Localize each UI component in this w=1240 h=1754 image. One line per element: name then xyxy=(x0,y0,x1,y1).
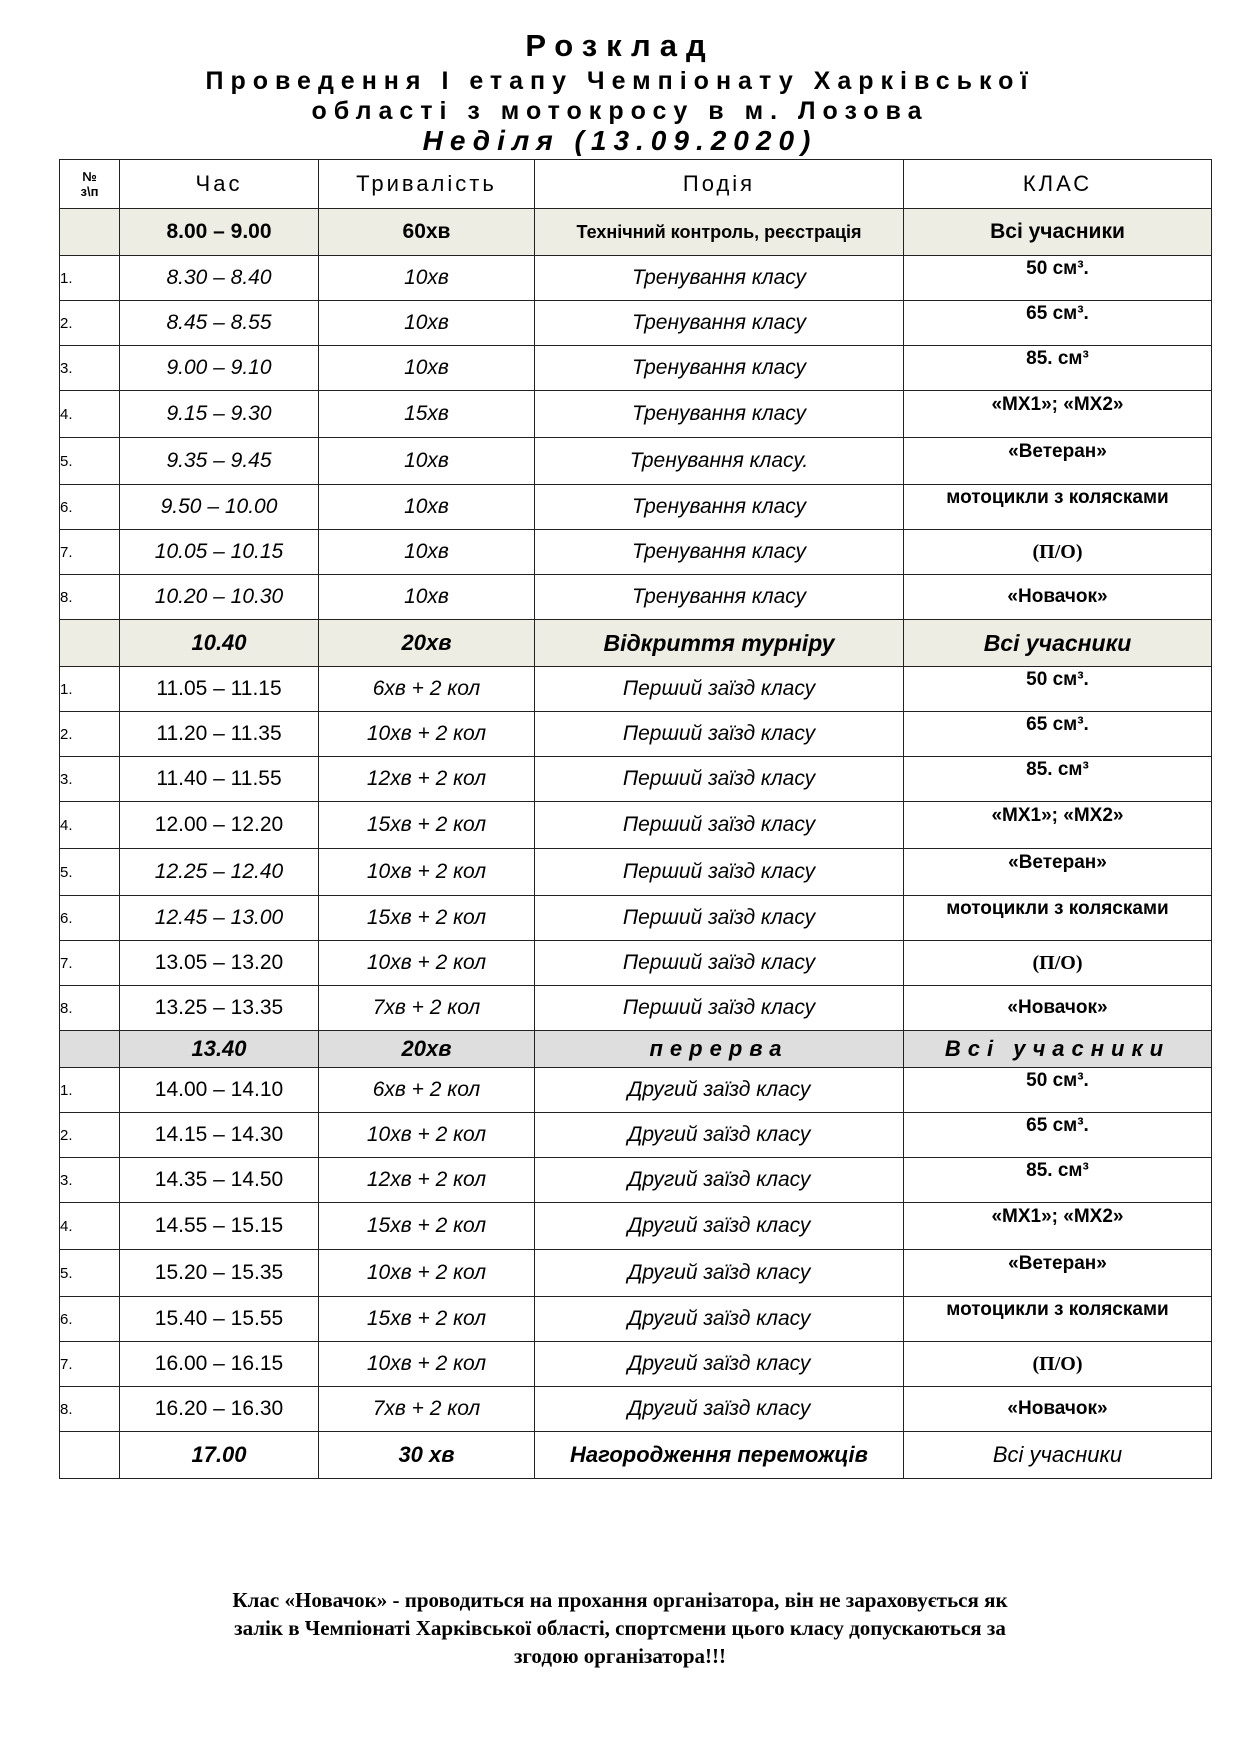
row-class-label: 65 см³. xyxy=(1026,303,1089,324)
row-number: 6. xyxy=(60,1297,120,1342)
row-class-label: «Новачок» xyxy=(1007,997,1108,1018)
row-duration: 10хв + 2 кол xyxy=(319,712,535,757)
row-class-label: мотоцикли з колясками xyxy=(946,487,1169,508)
row-class xyxy=(904,391,1212,438)
table-row xyxy=(60,1158,1212,1203)
row-number: 5. xyxy=(60,1250,120,1297)
row-time: 16.00 – 16.15 xyxy=(120,1342,319,1387)
row-time: 10.20 – 10.30 xyxy=(120,575,319,620)
row-duration: 10хв xyxy=(319,530,535,575)
footer-line3: згодою організатора!!! xyxy=(513,1644,726,1668)
row-class xyxy=(904,485,1212,530)
row-class xyxy=(904,941,1212,986)
table-row xyxy=(60,485,1212,530)
row-number: 4. xyxy=(60,391,120,438)
row-class xyxy=(904,1250,1212,1297)
section-event: Нагородження переможців xyxy=(535,1432,904,1479)
row-class-label: «Новачок» xyxy=(1007,586,1108,607)
row-class xyxy=(904,849,1212,896)
section-class: Всі учасники xyxy=(904,1432,1212,1479)
row-time: 11.05 – 11.15 xyxy=(120,667,319,712)
page-title: Розклад xyxy=(525,28,715,63)
row-time: 14.15 – 14.30 xyxy=(120,1113,319,1158)
table-row xyxy=(60,1250,1212,1297)
row-duration: 15хв + 2 кол xyxy=(319,1297,535,1342)
row-time: 13.25 – 13.35 xyxy=(120,986,319,1031)
row-time: 15.20 – 15.35 xyxy=(120,1250,319,1297)
row-event: Другий заїзд класу xyxy=(535,1342,904,1387)
row-class xyxy=(904,986,1212,1031)
column-header-time: Час xyxy=(120,160,319,209)
row-event: Перший заїзд класу xyxy=(535,986,904,1031)
table-row xyxy=(60,667,1212,712)
row-duration: 15хв + 2 кол xyxy=(319,896,535,941)
row-duration: 15хв + 2 кол xyxy=(319,802,535,849)
row-class xyxy=(904,802,1212,849)
section-event: перерва xyxy=(535,1031,904,1068)
column-header-duration: Тривалість xyxy=(319,160,535,209)
row-class xyxy=(904,1158,1212,1203)
row-time: 12.25 – 12.40 xyxy=(120,849,319,896)
event-date: Неділя (13.09.2020) xyxy=(422,125,818,156)
row-class-label: (П/О) xyxy=(1032,1352,1083,1375)
row-number: 5. xyxy=(60,438,120,485)
section-number-cell xyxy=(60,209,120,256)
row-time: 9.35 – 9.45 xyxy=(120,438,319,485)
row-class xyxy=(904,896,1212,941)
row-class-label: «Ветеран» xyxy=(1008,852,1107,873)
table-row xyxy=(60,757,1212,802)
row-class-label: «МХ1»; «МХ2» xyxy=(991,805,1124,826)
row-class xyxy=(904,301,1212,346)
table-row xyxy=(60,391,1212,438)
row-duration: 10хв + 2 кол xyxy=(319,849,535,896)
section-time: 17.00 xyxy=(120,1432,319,1479)
row-class xyxy=(904,346,1212,391)
table-row xyxy=(60,1203,1212,1250)
row-duration: 12хв + 2 кол xyxy=(319,1158,535,1203)
row-number: 6. xyxy=(60,485,120,530)
row-number: 2. xyxy=(60,301,120,346)
column-header-class: КЛАС xyxy=(904,160,1212,209)
row-time: 8.45 – 8.55 xyxy=(120,301,319,346)
row-number: 3. xyxy=(60,1158,120,1203)
table-row xyxy=(60,849,1212,896)
row-duration: 6хв + 2 кол xyxy=(319,1068,535,1113)
row-duration: 10хв xyxy=(319,256,535,301)
row-class-label: мотоцикли з колясками xyxy=(946,898,1169,919)
table-row xyxy=(60,301,1212,346)
row-number: 7. xyxy=(60,1342,120,1387)
row-event: Перший заїзд класу xyxy=(535,712,904,757)
column-header-number: № з\п xyxy=(60,160,120,209)
row-time: 10.05 – 10.15 xyxy=(120,530,319,575)
table-row xyxy=(60,941,1212,986)
table-row xyxy=(60,530,1212,575)
row-event: Тренування класу xyxy=(535,530,904,575)
row-duration: 6хв + 2 кол xyxy=(319,667,535,712)
row-time: 14.00 – 14.10 xyxy=(120,1068,319,1113)
section-number-cell xyxy=(60,1031,120,1068)
column-header-event: Подія xyxy=(535,160,904,209)
row-event: Тренування класу xyxy=(535,301,904,346)
section-time: 8.00 – 9.00 xyxy=(120,209,319,256)
row-class-label: «МХ1»; «МХ2» xyxy=(991,1206,1124,1227)
row-event: Перший заїзд класу xyxy=(535,941,904,986)
row-class-label: 85. см³ xyxy=(1026,759,1089,780)
row-time: 12.00 – 12.20 xyxy=(120,802,319,849)
row-duration: 10хв + 2 кол xyxy=(319,1250,535,1297)
row-duration: 7хв + 2 кол xyxy=(319,986,535,1031)
row-time: 13.05 – 13.20 xyxy=(120,941,319,986)
section-class: Всі учасники xyxy=(904,209,1212,256)
row-time: 9.50 – 10.00 xyxy=(120,485,319,530)
row-duration: 15хв + 2 кол xyxy=(319,1203,535,1250)
row-event: Другий заїзд класу xyxy=(535,1113,904,1158)
row-time: 11.20 – 11.35 xyxy=(120,712,319,757)
row-class xyxy=(904,1297,1212,1342)
row-time: 8.30 – 8.40 xyxy=(120,256,319,301)
row-duration: 10хв xyxy=(319,575,535,620)
table-row xyxy=(60,1297,1212,1342)
table-row xyxy=(60,256,1212,301)
row-event: Тренування класу xyxy=(535,346,904,391)
row-number: 4. xyxy=(60,1203,120,1250)
row-duration: 15хв xyxy=(319,391,535,438)
row-duration: 10хв xyxy=(319,301,535,346)
section-duration: 20хв xyxy=(319,620,535,667)
row-event: Перший заїзд класу xyxy=(535,757,904,802)
section-number-cell xyxy=(60,1432,120,1479)
row-class-label: 85. см³ xyxy=(1026,1160,1089,1181)
row-class xyxy=(904,575,1212,620)
row-duration: 10хв + 2 кол xyxy=(319,1342,535,1387)
row-duration: 7хв + 2 кол xyxy=(319,1387,535,1432)
row-class-label: (П/О) xyxy=(1032,951,1083,974)
table-row xyxy=(60,712,1212,757)
row-number: 5. xyxy=(60,849,120,896)
row-event: Другий заїзд класу xyxy=(535,1158,904,1203)
row-class-label: (П/О) xyxy=(1032,540,1083,563)
row-class-label: 65 см³. xyxy=(1026,1115,1089,1136)
row-time: 14.55 – 15.15 xyxy=(120,1203,319,1250)
section-row-opening xyxy=(60,620,1212,667)
row-event: Перший заїзд класу xyxy=(535,896,904,941)
row-class xyxy=(904,757,1212,802)
row-number: 8. xyxy=(60,1387,120,1432)
row-number: 8. xyxy=(60,575,120,620)
row-duration: 10хв xyxy=(319,438,535,485)
row-number: 7. xyxy=(60,941,120,986)
row-class-label: «Ветеран» xyxy=(1008,1253,1107,1274)
row-time: 12.45 – 13.00 xyxy=(120,896,319,941)
section-duration: 30 хв xyxy=(319,1432,535,1479)
row-event: Тренування класу xyxy=(535,256,904,301)
row-time: 9.15 – 9.30 xyxy=(120,391,319,438)
row-event: Тренування класу xyxy=(535,575,904,620)
row-time: 16.20 – 16.30 xyxy=(120,1387,319,1432)
row-class xyxy=(904,1387,1212,1432)
row-event: Тренування класу. xyxy=(535,438,904,485)
table-row xyxy=(60,896,1212,941)
footer-note xyxy=(0,1586,1240,1670)
row-class xyxy=(904,1113,1212,1158)
table-row xyxy=(60,1342,1212,1387)
row-class xyxy=(904,667,1212,712)
section-duration: 60хв xyxy=(319,209,535,256)
row-class-label: мотоцикли з колясками xyxy=(946,1299,1169,1320)
footer-line2: залік в Чемпіонаті Харківської області, спортсмени цього класу допускаються за xyxy=(234,1616,1006,1640)
row-number: 1. xyxy=(60,667,120,712)
row-duration: 10хв xyxy=(319,485,535,530)
row-number: 6. xyxy=(60,896,120,941)
section-class: Всі учасники xyxy=(904,1031,1212,1068)
row-event: Другий заїзд класу xyxy=(535,1250,904,1297)
row-event: Перший заїзд класу xyxy=(535,802,904,849)
row-duration: 10хв xyxy=(319,346,535,391)
row-event: Другий заїзд класу xyxy=(535,1068,904,1113)
row-time: 14.35 – 14.50 xyxy=(120,1158,319,1203)
row-duration: 12хв + 2 кол xyxy=(319,757,535,802)
row-class-label: «МХ1»; «МХ2» xyxy=(991,394,1124,415)
section-event: Відкриття турніру xyxy=(535,620,904,667)
table-row xyxy=(60,346,1212,391)
table-header-row xyxy=(60,160,1212,209)
row-number: 2. xyxy=(60,1113,120,1158)
row-class-label: 65 см³. xyxy=(1026,714,1089,735)
page-subtitle-line1: Проведення І етапу Чемпіонату Харківської xyxy=(205,67,1035,95)
section-number-cell xyxy=(60,620,120,667)
table-row xyxy=(60,802,1212,849)
section-time: 13.40 xyxy=(120,1031,319,1068)
row-number: 2. xyxy=(60,712,120,757)
section-class: Всі учасники xyxy=(904,620,1212,667)
row-class xyxy=(904,256,1212,301)
row-duration: 10хв + 2 кол xyxy=(319,1113,535,1158)
row-class xyxy=(904,712,1212,757)
page-subtitle-line2: області з мотокросу в м. Лозова xyxy=(311,97,929,125)
table-row xyxy=(60,438,1212,485)
section-duration: 20хв xyxy=(319,1031,535,1068)
row-time: 11.40 – 11.55 xyxy=(120,757,319,802)
row-class-label: 50 см³. xyxy=(1026,1070,1089,1091)
table-row xyxy=(60,1068,1212,1113)
row-event: Перший заїзд класу xyxy=(535,667,904,712)
section-row-registration xyxy=(60,209,1212,256)
table-row xyxy=(60,1113,1212,1158)
row-number: 7. xyxy=(60,530,120,575)
row-class xyxy=(904,530,1212,575)
row-time: 9.00 – 9.10 xyxy=(120,346,319,391)
row-number: 3. xyxy=(60,757,120,802)
row-number: 1. xyxy=(60,256,120,301)
table-row xyxy=(60,1387,1212,1432)
row-class xyxy=(904,1342,1212,1387)
section-row-awards xyxy=(60,1432,1212,1479)
row-event: Перший заїзд класу xyxy=(535,849,904,896)
row-duration: 10хв + 2 кол xyxy=(319,941,535,986)
section-row-break xyxy=(60,1031,1212,1068)
row-number: 1. xyxy=(60,1068,120,1113)
row-event: Другий заїзд класу xyxy=(535,1203,904,1250)
row-event: Другий заїзд класу xyxy=(535,1297,904,1342)
row-class xyxy=(904,1068,1212,1113)
table-row xyxy=(60,575,1212,620)
row-number: 4. xyxy=(60,802,120,849)
section-event: Технічний контроль, реєстрація xyxy=(535,209,904,256)
row-class-label: 50 см³. xyxy=(1026,669,1089,690)
schedule-table xyxy=(59,159,1212,1479)
row-class xyxy=(904,438,1212,485)
row-class-label: «Ветеран» xyxy=(1008,441,1107,462)
row-class-label: «Новачок» xyxy=(1007,1398,1108,1419)
row-event: Другий заїзд класу xyxy=(535,1387,904,1432)
row-event: Тренування класу xyxy=(535,485,904,530)
row-number: 8. xyxy=(60,986,120,1031)
row-class-label: 85. см³ xyxy=(1026,348,1089,369)
footer-line1: Клас «Новачок» - проводиться на прохання організатора, він не зараховується як xyxy=(232,1588,1008,1612)
table-row xyxy=(60,986,1212,1031)
row-event: Тренування класу xyxy=(535,391,904,438)
row-class-label: 50 см³. xyxy=(1026,258,1089,279)
row-number: 3. xyxy=(60,346,120,391)
section-time: 10.40 xyxy=(120,620,319,667)
row-time: 15.40 – 15.55 xyxy=(120,1297,319,1342)
row-class xyxy=(904,1203,1212,1250)
